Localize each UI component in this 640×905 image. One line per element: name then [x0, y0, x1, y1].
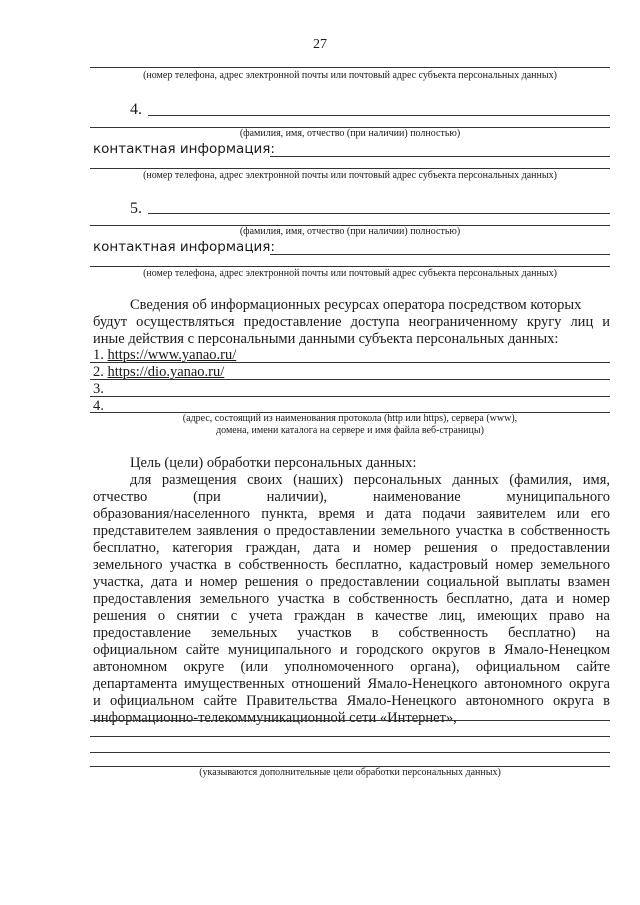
extra-purpose-line-1[interactable] [90, 720, 610, 721]
purpose-line: участка, дата и номер решения о предоставлении социальной выплаты взамен [93, 574, 610, 590]
resource-num: 3. [93, 381, 104, 397]
resource-num: 4. [93, 398, 104, 414]
resource-link[interactable]: https://dio.yanao.ru/ [107, 364, 225, 380]
item-4-contact-line[interactable] [270, 156, 610, 157]
extra-purpose-line-3[interactable] [90, 752, 610, 753]
purpose-line: отчество (при наличии), наименование муниципального [93, 489, 610, 505]
resource-line-3[interactable] [90, 396, 610, 397]
item-4-contact-caption: (номер телефона, адрес электронной почты или почтовый адрес субъекта персональных данных) [143, 170, 557, 181]
purpose-line: предоставление земельных участков в собственность бесплатно) на [93, 625, 610, 641]
item-5-contact-caption: (номер телефона, адрес электронной почты или почтовый адрес субъекта персональных данных) [143, 268, 557, 279]
extra-purpose-caption: (указываются дополнительные цели обработки персональных данных) [199, 767, 501, 778]
purpose-line: земельного участка в собственность бесплатно, кадастровый номер земельного [93, 557, 610, 573]
info-intro-line-3: иные действия с персональными данными субъекта персональных данных: [93, 331, 559, 347]
purpose-line: представителем заявления о предоставлении земельного участка в собственность [93, 523, 610, 539]
purpose-title: Цель (цели) обработки персональных данных: [130, 455, 417, 471]
purpose-line: для размещения своих (наших) персональных данных (фамилия, имя, [130, 472, 610, 488]
purpose-line: автономном округе (или уполномоченного органа), официальном сайте [93, 659, 610, 675]
purpose-line: бесплатно, категория граждан, дата и номер решения о предоставлении [93, 540, 610, 556]
item-4-number: 4. [130, 101, 142, 118]
extra-purpose-line-2[interactable] [90, 736, 610, 737]
item-5-contact-line-2[interactable] [90, 266, 610, 267]
page-number: 27 [313, 37, 327, 52]
purpose-line: департамента имущественных отношений Ямало-Ненецкого автономного округа [93, 676, 610, 692]
purpose-text [93, 472, 610, 727]
item-5-fio-caption: (фамилия, имя, отчество (при наличии) полностью) [239, 226, 461, 237]
item-5-number: 5. [130, 200, 142, 217]
resource-num: 2. [93, 364, 104, 380]
purpose-line: решения о снятии с учета граждан в качестве лиц, имеющих право на [93, 608, 610, 624]
item-4-fio-caption: (фамилия, имя, отчество (при наличии) полностью) [239, 128, 461, 139]
item-5-name-line[interactable] [148, 213, 610, 214]
resource-link[interactable]: https://www.yanao.ru/ [107, 347, 237, 363]
contact-line-3[interactable] [90, 67, 610, 68]
purpose-line: и официальном сайте Правительства Ямало-Ненецкого автономного округа в [93, 693, 610, 709]
item-4-contact-label: контактная информация: [93, 141, 275, 157]
item-5-contact-label: контактная информация: [93, 239, 275, 255]
info-intro-line-2: будут осуществляться предоставление доступа неограниченному кругу лиц и [93, 314, 610, 330]
item-4-contact-line-2[interactable] [90, 168, 610, 169]
purpose-line: официальном сайте муниципального и городского округов в Ямало-Ненецком [93, 642, 610, 658]
purpose-line-last: информационно-телекоммуникационной сети «Интернет», [93, 710, 457, 726]
item-5-contact-line[interactable] [270, 254, 610, 255]
item-4-name-line[interactable] [148, 115, 610, 116]
contact-caption-3: (номер телефона, адрес электронной почты или почтовый адрес субъекта персональных данных) [143, 70, 557, 81]
resource-num: 1. [93, 347, 104, 363]
purpose-line: предоставления земельного участка в собственность бесплатно, дата и номер [93, 591, 610, 607]
resource-line-1[interactable] [90, 362, 610, 363]
address-caption-1: (адрес, состоящий из наименования протокола (http или https), сервера (www), [182, 413, 518, 424]
resource-line-2[interactable] [90, 379, 610, 380]
address-caption-2: домена, имени каталога на сервере и имя файла веб-страницы) [216, 425, 484, 436]
info-intro-line-1: Сведения об информационных ресурсах оператора посредством которых [130, 297, 582, 313]
purpose-line: образования/населенного пункта, время и дата подачи заявителем или его [93, 506, 610, 522]
